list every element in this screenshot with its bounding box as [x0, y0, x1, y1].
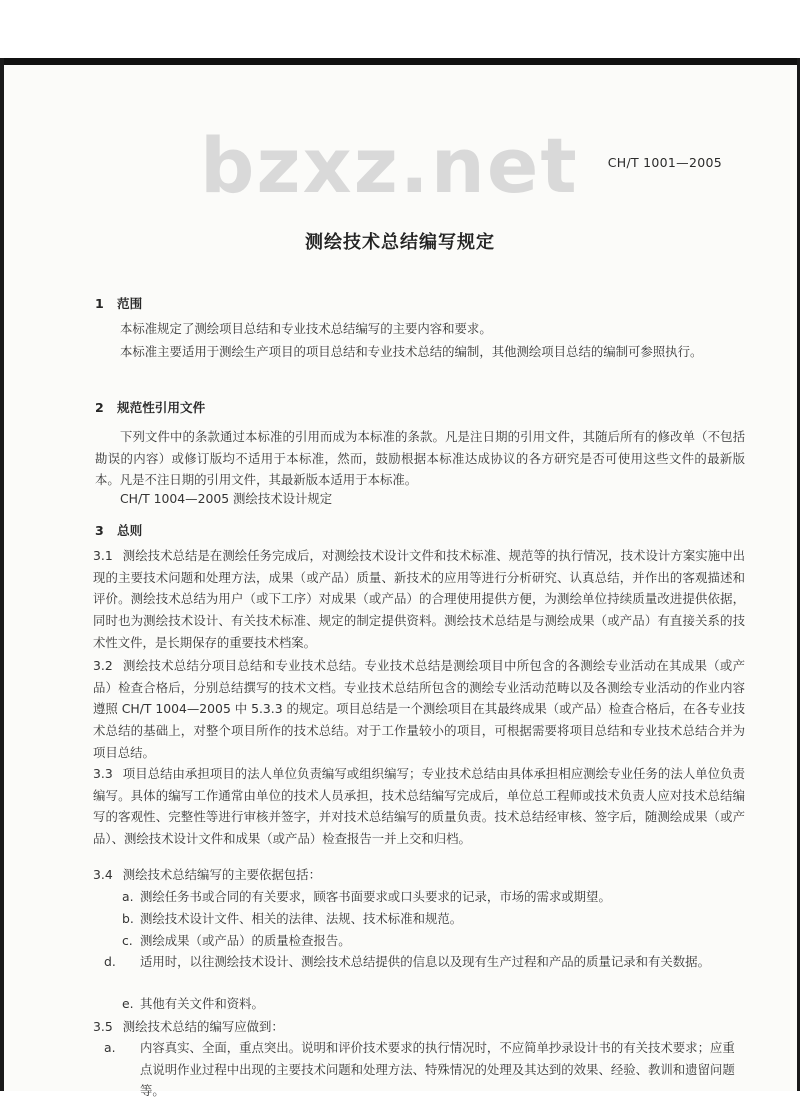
scan-left-edge	[0, 58, 4, 1091]
list-item-text: 内容真实、全面，重点突出。说明和评价技术要求的执行情况时，不应简单抄录设计书的有关技术要求；应重点说明作业过程中出现的主要技术问题和处理方法、特殊情况的处理及其达到的效果、经验、教训和遗留问题等。	[140, 1040, 735, 1098]
list-marker: a.	[104, 1040, 116, 1055]
list-item-c	[122, 930, 745, 952]
watermark: bzxz.net	[200, 121, 579, 210]
clause-3-1	[93, 545, 745, 654]
list-item-text: 测绘成果（或产品）的质量检查报告。	[140, 933, 351, 948]
list-marker: d.	[104, 954, 116, 969]
section-2-paragraph: 下列文件中的条款通过本标准的引用而成为本标准的条款。凡是注日期的引用文件，其随后所有的修改单（不包括勘误的内容）或修订版均不适用于本标准，然而，鼓励根据本标准达成协议的各方研究是否可使用这些文件的最新版本。凡是不注日期的引用文件，其最新版本适用于本标准。	[95, 429, 745, 487]
clause-number: 3.3	[93, 766, 113, 781]
clause-text: 测绘技术总结分项目总结和专业技术总结。专业技术总结是测绘项目中所包含的各测绘专业活动在其成果（或产品）检查合格后，分别总结撰写的技术文档。专业技术总结所包含的测绘专业活动范畴以及各测绘专业活动的作业内容遵照 CH/T 1004—2005 中 5.3.3 的规定。项目总结是一个测绘项目在其最终成果（或产品）检查合格后，在各专业技术总结的基础上，对整个项目所作的技术总结。对于工作量较小的项目，可根据需要将项目总结和专业技术总结合并为项目总结。	[93, 658, 746, 760]
clause-text: 测绘技术总结是在测绘任务完成后，对测绘技术设计文件和技术标准、规范等的执行情况，技术设计方案实施中出现的主要技术问题和处理方法，成果（或产品）质量、新技术的应用等进行分析研究、认真总结，并作出的客观描述和评价。测绘技术总结为用户（或下工序）对成果（或产品）的合理使用提供方便，为测绘单位持续质量改进提供依据，同时也为测绘技术设计、有关技术标准、规定的制定提供资料。测绘技术总结是与测绘成果（或产品）有直接关系的技术性文件，是长期保存的重要技术档案。	[93, 548, 745, 650]
list-marker: c.	[122, 933, 133, 948]
clause-3-4	[93, 864, 745, 886]
list-marker: e.	[122, 996, 134, 1011]
list-item-3-5-a	[104, 1037, 745, 1102]
scan-top-margin	[0, 0, 800, 58]
normative-reference: CH/T 1004—2005 测绘技术设计规定	[120, 491, 333, 506]
clause-number: 3.4	[93, 867, 113, 882]
list-item-text: 测绘任务书或合同的有关要求，顾客书面要求或口头要求的记录，市场的需求或期望。	[140, 889, 611, 904]
standard-code: CH/T 1001—2005	[607, 155, 722, 170]
section-title: 总则	[117, 523, 143, 538]
clause-3-5	[93, 1016, 745, 1038]
list-item-e	[122, 993, 745, 1015]
list-item-text: 其他有关文件和资料。	[140, 996, 264, 1011]
scan-edge-bar	[0, 58, 800, 65]
section-1-paragraph-1: 本标准规定了测绘项目总结和专业技术总结编写的主要内容和要求。	[120, 321, 492, 336]
list-marker: a.	[122, 889, 134, 904]
section-number: 2	[95, 400, 104, 415]
section-2-heading	[95, 397, 205, 416]
list-marker: b.	[122, 911, 134, 926]
section-1-paragraph-2: 本标准主要适用于测绘生产项目的项目总结和专业技术总结的编制，其他测绘项目总结的编制可参照执行。	[120, 344, 703, 359]
clause-3-3	[93, 763, 745, 850]
section-number: 1	[95, 296, 104, 311]
section-3-heading	[95, 520, 142, 539]
clause-text: 项目总结由承担项目的法人单位负责编写或组织编写；专业技术总结由具体承担相应测绘专业任务的法人单位负责编写。具体的编写工作通常由单位的技术人员承担，技术总结编写完成后，单位总工程师或技术负责人应对技术总结编写的客观性、完整性等进行审核并签字，并对技术总结编写的质量负责。技术总结经审核、签字后，随测绘成果（或产品）、测绘技术设计文件和成果（或产品）检查报告一并上交和归档。	[93, 766, 745, 847]
list-item-a	[122, 886, 745, 908]
section-title: 范围	[117, 296, 143, 311]
section-number: 3	[95, 523, 104, 538]
list-item-text: 适用时，以往测绘技术设计、测绘技术总结提供的信息以及现有生产过程和产品的质量记录和有关数据。	[140, 954, 710, 969]
clause-number: 3.5	[93, 1019, 113, 1034]
section-title: 规范性引用文件	[117, 400, 206, 415]
clause-number: 3.2	[93, 658, 113, 673]
clause-number: 3.1	[93, 548, 113, 563]
section-1-heading	[95, 293, 142, 312]
clause-3-2	[93, 655, 745, 764]
list-item-d	[104, 951, 745, 973]
clause-text: 测绘技术总结编写的主要依据包括：	[122, 867, 321, 882]
clause-text: 测绘技术总结的编写应做到：	[122, 1019, 284, 1034]
document-title: 测绘技术总结编写规定	[305, 232, 495, 253]
list-item-b	[122, 908, 745, 930]
list-item-text: 测绘技术设计文件、相关的法律、法规、技术标准和规范。	[140, 911, 463, 926]
